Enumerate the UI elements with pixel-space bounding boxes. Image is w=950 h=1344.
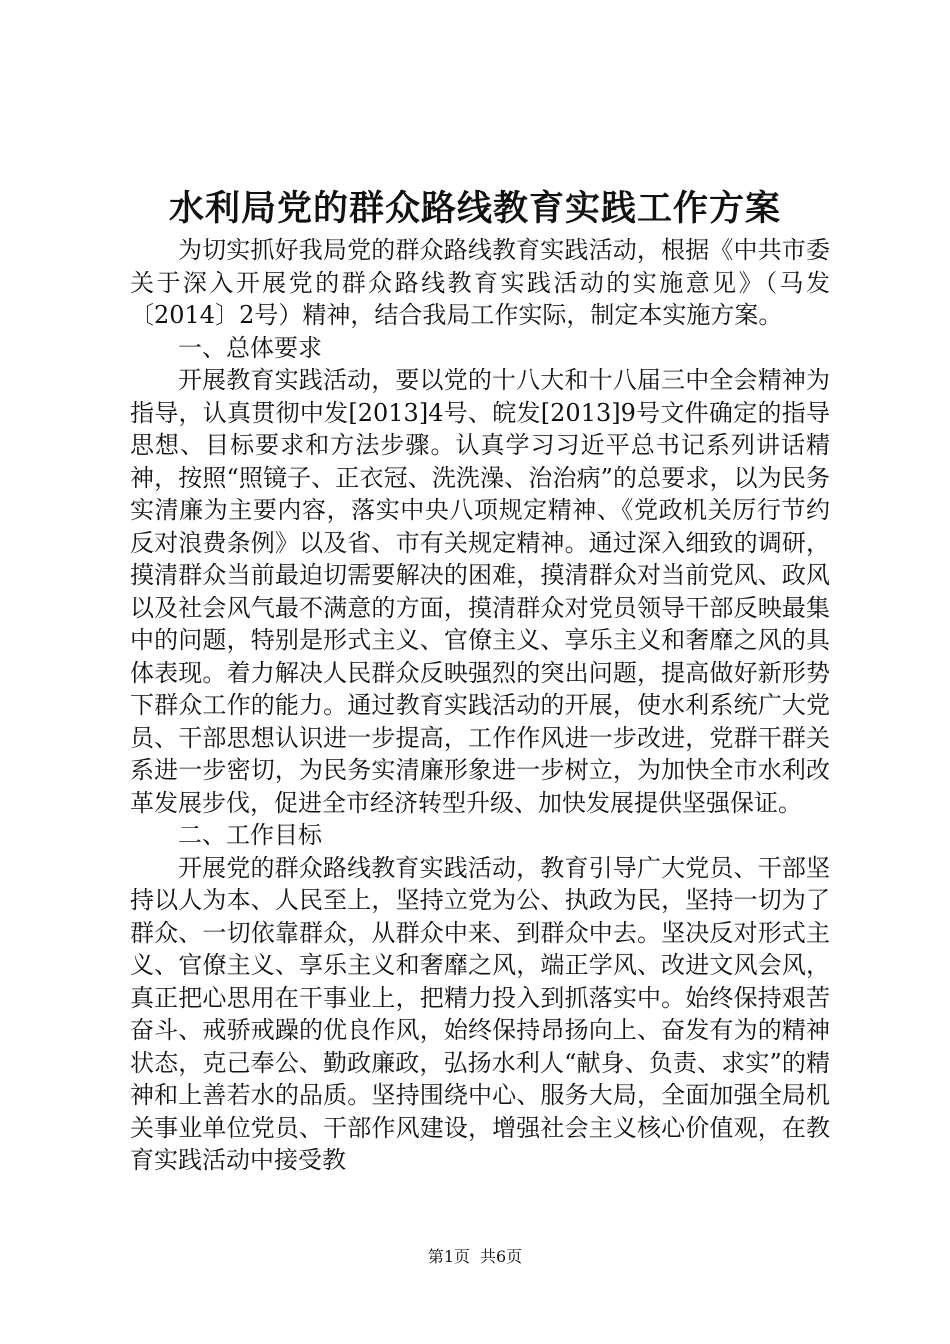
page-number-current: 第1页 xyxy=(427,1247,470,1266)
document-body xyxy=(130,234,830,1177)
general-requirements-paragraph: 开展教育实践活动，要以党的十八大和十八届三中全会精神为指导，认真贯彻中发[2013]4号、皖发[2013]9号文件确定的指导思想、目标要求和方法步骤。认真学习习近平总书记系列讲话精神，按照“照镜子、正衣冠、洗洗澡、治治病”的总要求，以为民务实清廉为主要内容，落实中央八项规定精神、《党政机关厉行节约反对浪费条例》以及省、市有关规定精神。通过深入细致的调研，摸清群众当前最迫切需要解决的困难，摸清群众对当前党风、政风以及社会风气最不满意的方面，摸清群众对党员领导干部反映最集中的问题，特别是形式主义、官僚主义、享乐主义和奢靡之风的具体表现。着力解决人民群众反映强烈的突出问题，提高做好新形势下群众工作的能力。通过教育实践活动的开展，使水利系统广大党员、干部思想认识进一步提高，工作作风进一步改进，党群干群关系进一步密切，为民务实清廉形象进一步树立，为加快全市水利改革发展步伐，促进全市经济转型升级、加快发展提供坚强保证。 xyxy=(130,366,830,817)
section-heading-general-requirements: 一、总体要求 xyxy=(178,333,322,362)
page-footer xyxy=(0,1247,950,1267)
work-goals-paragraph: 开展党的群众路线教育实践活动，教育引导广大党员、干部坚持以人为本、人民至上，坚持立党为公、执政为民，坚持一切为了群众、一切依靠群众，从群众中来、到群众中去。坚决反对形式主义、官僚主义、享乐主义和奢靡之风，端正学风、改进文风会风，真正把心思用在干事业上，把精力投入到抓落实中。始终保持艰苦奋斗、戒骄戒躁的优良作风，始终保持昂扬向上、奋发有为的精神状态，克己奉公、勤政廉政，弘扬水利人“献身、负责、求实”的精神和上善若水的品质。坚持围绕中心、服务大局，全面加强全局机关事业单位党员、干部作风建设，增强社会主义核心价值观，在教育实践活动中接受教 xyxy=(130,853,830,1174)
section-heading-work-goals: 二、工作目标 xyxy=(178,821,322,849)
intro-paragraph: 为切实抓好我局党的群众路线教育实践活动，根据《中共市委关于深入开展党的群众路线教育实践活动的实施意见》（马发〔2014〕2号）精神，结合我局工作实际，制定本实施方案。 xyxy=(130,236,830,329)
page-number-total: 共6页 xyxy=(480,1247,523,1266)
document-title: 水利局党的群众路线教育实践工作方案 xyxy=(168,189,781,229)
